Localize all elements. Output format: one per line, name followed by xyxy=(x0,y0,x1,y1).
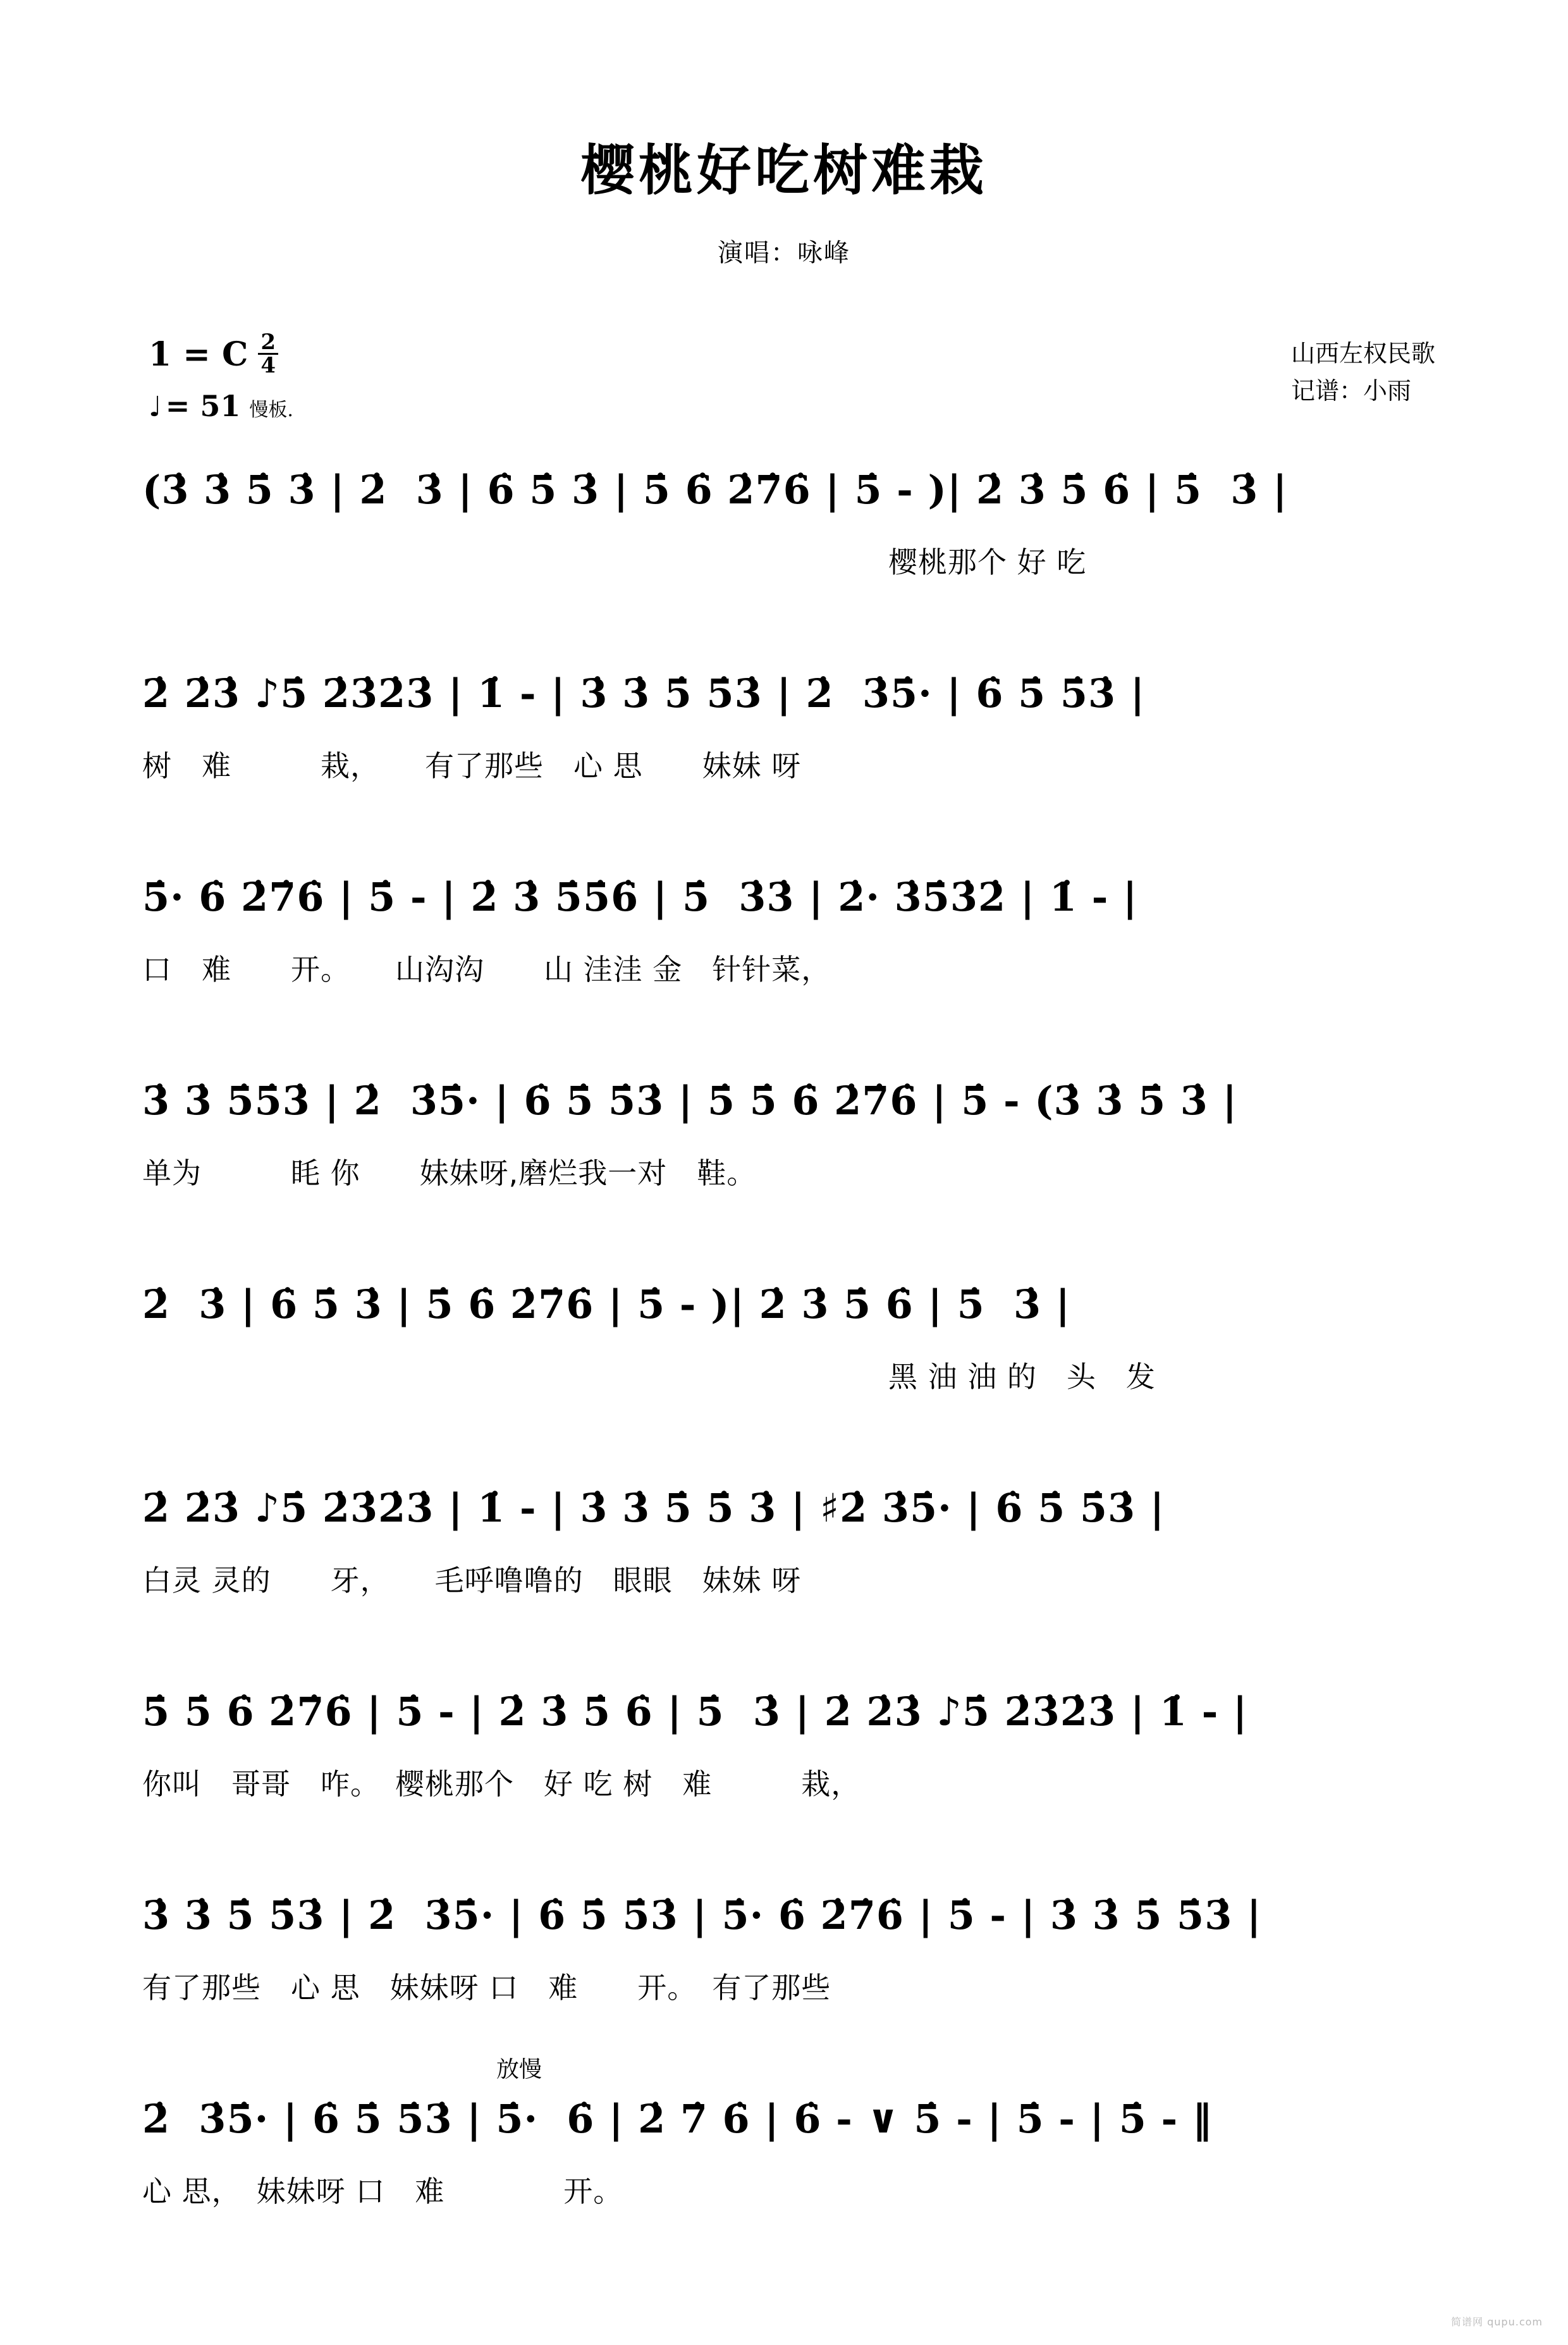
system-row xyxy=(0,1066,1568,1270)
credits-block xyxy=(1291,335,1435,410)
ritard-marking: 放慢 xyxy=(496,2057,542,2083)
system-row xyxy=(0,455,1568,659)
key-signature-line xyxy=(149,329,293,380)
credit-transcriber: 记谱：小雨 xyxy=(1290,376,1411,405)
sheet-music-page xyxy=(0,126,1568,2345)
system-row xyxy=(0,863,1568,1066)
notation-line: 2̇ 2̇3̇ ♪5̇ 2̇3̇2̇3̇ | 1̇ - | 3̇ 3̇ 5̇ 5̇ 3̇ | ♯2̇ 3̇5̇· | 6̇ 5̇ 5̇3̇ | xyxy=(142,1485,1165,1531)
page-title: 樱桃好吃树难栽 xyxy=(580,139,988,202)
notation-line: (3̇ 3̇ 5̇ 3̇ | 2̇ 3̇ | 6̇ 5̇ 3̇ | 5̇ 6̇ 2̇7̇6̇ | 5̇ - )| 2̇ 3̇ 5̇ 6̇ | 5̇ 3̇ | xyxy=(142,467,1288,513)
lyric-line: 有了那些 心 思 妹妹呀 口 难 开。 有了那些 xyxy=(142,1971,831,2005)
notation-line: 2̇ 3̇5̇· | 6̇ 5̇ 5̇3̇ | 5̇· 6̇ | 2̇ 7̇ 6̇ | 6̇ - ∨ 5̇ - | 5̇ - | 5̇ - ‖ xyxy=(142,2096,1213,2142)
lyric-line: 黑 油 油 的 头 发 xyxy=(888,1360,1156,1394)
tempo-text: 慢板. xyxy=(249,399,293,421)
credit-source: 山西左权民歌 xyxy=(1290,340,1435,367)
lyric-line: 口 难 开。 山沟沟 山 洼洼 金 针针菜， xyxy=(142,952,831,987)
time-signature-denominator: 4 xyxy=(258,353,278,376)
quarter-note-icon: ♩ xyxy=(149,391,162,423)
performer-line: 演唱：咏峰 xyxy=(718,238,850,268)
tempo-line xyxy=(149,389,293,423)
key-tempo-block xyxy=(149,329,293,423)
system-row xyxy=(0,1881,1568,2084)
notation-line: 2̇ 3̇ | 6̇ 5̇ 3̇ | 5̇ 6̇ 2̇7̇6̇ | 5̇ - )| 2̇ 3̇ 5̇ 6̇ | 5̇ 3̇ | xyxy=(142,1281,1071,1327)
time-signature xyxy=(258,331,278,376)
key-signature: 1 = C xyxy=(149,335,248,374)
lyric-line: 樱桃那个 好 吃 xyxy=(888,545,1087,579)
lyric-line: 白灵 灵的 牙， 毛呼噜噜的 眼眼 妹妹 呀 xyxy=(142,1563,802,1597)
music-systems xyxy=(0,455,1568,2288)
system-row xyxy=(0,659,1568,863)
notation-line: 5̇ 5̇ 6̇ 2̇7̇6̇ | 5̇ - | 2̇ 3̇ 5̇ 6̇ | 5̇ 3̇ | 2̇ 2̇3̇ ♪5̇ 2̇3̇2̇3̇ | 1̇ - | xyxy=(142,1689,1248,1735)
notation-line: 3̇ 3̇ 5̇5̇3̇ | 2̇ 3̇5̇· | 6̇ 5̇ 5̇3̇ | 5̇ 5̇ 6̇ 2̇7̇6̇ | 5̇ - (3̇ 3̇ 5̇ 3̇ | xyxy=(142,1078,1238,1124)
lyric-line: 单为 眊 你 妹妹呀,磨烂我一对 鞋。 xyxy=(142,1156,757,1190)
notation-line: 2̇ 2̇3̇ ♪5̇ 2̇3̇2̇3̇ | 1̇ - | 3̇ 3̇ 5̇ 5̇3̇ | 2̇ 3̇5̇· | 6̇ 5̇ 5̇3̇ | xyxy=(142,670,1146,717)
lyric-line: 你叫 哥哥 咋。 樱桃那个 好 吃 树 难 栽， xyxy=(142,1767,861,1801)
system-row-final xyxy=(0,2057,1568,2288)
notation-line: 5̇· 6̇ 2̇7̇6̇ | 5̇ - | 2̇ 3̇ 5̇5̇6̇ | 5̇ 3̇3̇ | 2̇· 3̇5̇3̇2̇ | 1̇ - | xyxy=(142,874,1138,920)
watermark: 简谱网 qupu.com xyxy=(1451,2316,1543,2328)
lyric-line: 心 思， 妹妹呀 口 难 开。 xyxy=(142,2174,623,2208)
time-signature-numerator: 2 xyxy=(260,329,276,355)
system-row xyxy=(0,1677,1568,1881)
lyric-line: 树 难 栽， 有了那些 心 思 妹妹 呀 xyxy=(142,749,802,783)
system-row xyxy=(0,1474,1568,1677)
tempo-value: = 51 xyxy=(165,389,241,423)
system-row xyxy=(0,1270,1568,1474)
notation-line: 3̇ 3̇ 5̇ 5̇3̇ | 2̇ 3̇5̇· | 6̇ 5̇ 5̇3̇ | 5̇· 6̇ 2̇7̇6̇ | 5̇ - | 3̇ 3̇ 5̇ 5̇3̇ | xyxy=(142,1892,1262,1938)
